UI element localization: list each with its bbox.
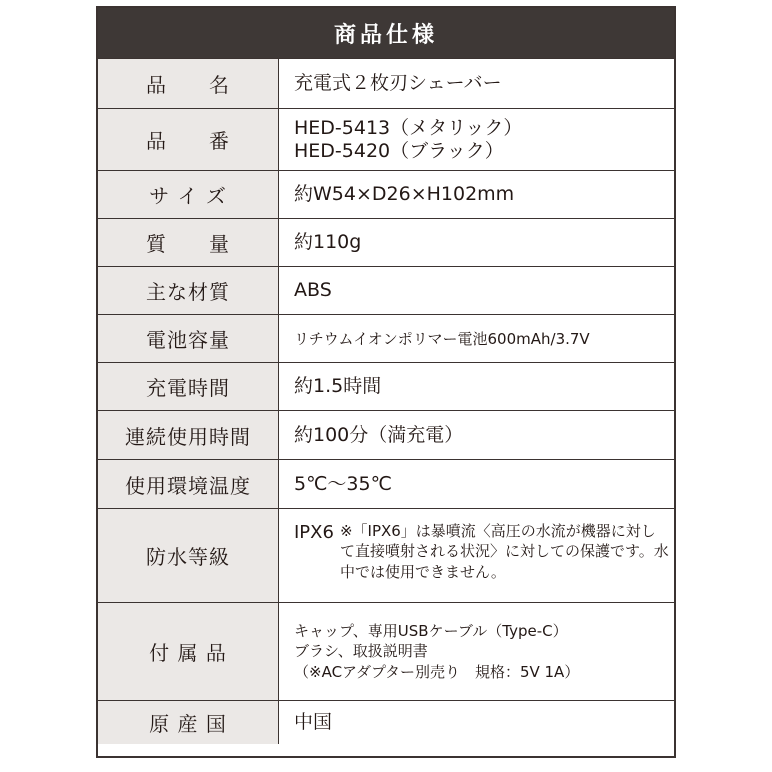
label-runtime: 連続使用時間	[98, 410, 279, 459]
value-material: ABS	[279, 266, 674, 314]
accessories-line-3: （※ACアダプター別売り 規格：5V 1A）	[294, 662, 580, 681]
spec-table	[96, 6, 676, 758]
label-battery: 電池容量	[98, 314, 279, 362]
value-charge-time: 約1.5時間	[279, 362, 674, 410]
value-accessories	[279, 602, 674, 700]
label-waterproof: 防水等級	[98, 508, 279, 602]
value-size: 約W54×D26×H102mm	[279, 170, 674, 218]
label-model-number: 品 番	[98, 108, 279, 170]
value-temperature: 5℃～35℃	[279, 459, 674, 508]
label-accessories: 付 属 品	[98, 602, 279, 700]
label-charge-time: 充電時間	[98, 362, 279, 410]
label-material: 主な材質	[98, 266, 279, 314]
model-number-black: HED-5420（ブラック）	[294, 139, 504, 162]
value-origin: 中国	[279, 700, 674, 744]
label-weight: 質 量	[98, 218, 279, 266]
label-origin: 原 産 国	[98, 700, 279, 744]
value-battery: リチウムイオンポリマー電池600mAh/3.7V	[279, 314, 674, 362]
value-product-name: 充電式２枚刃シェーバー	[279, 58, 674, 108]
waterproof-note: ※「IPX6」は暴噴流〈高圧の水流が機器に対して直接噴射される状況〉に対しての保護です。水中では使用できません。	[339, 522, 669, 581]
label-product-name: 品 名	[98, 58, 279, 108]
label-size: サ イ ズ	[98, 170, 279, 218]
waterproof-code: IPX6	[294, 522, 334, 543]
value-weight: 約110g	[279, 218, 674, 266]
model-number-metallic: HED-5413（メタリック）	[294, 116, 523, 139]
table-title: 商品仕様	[98, 8, 674, 58]
label-temperature: 使用環境温度	[98, 459, 279, 508]
accessories-line-1: キャップ、専用USBケーブル（Type-C）	[294, 622, 568, 641]
value-waterproof	[279, 508, 674, 602]
value-model-number	[279, 108, 674, 170]
accessories-line-2: ブラシ、取扱説明書	[294, 642, 428, 661]
value-runtime: 約100分（満充電）	[279, 410, 674, 459]
